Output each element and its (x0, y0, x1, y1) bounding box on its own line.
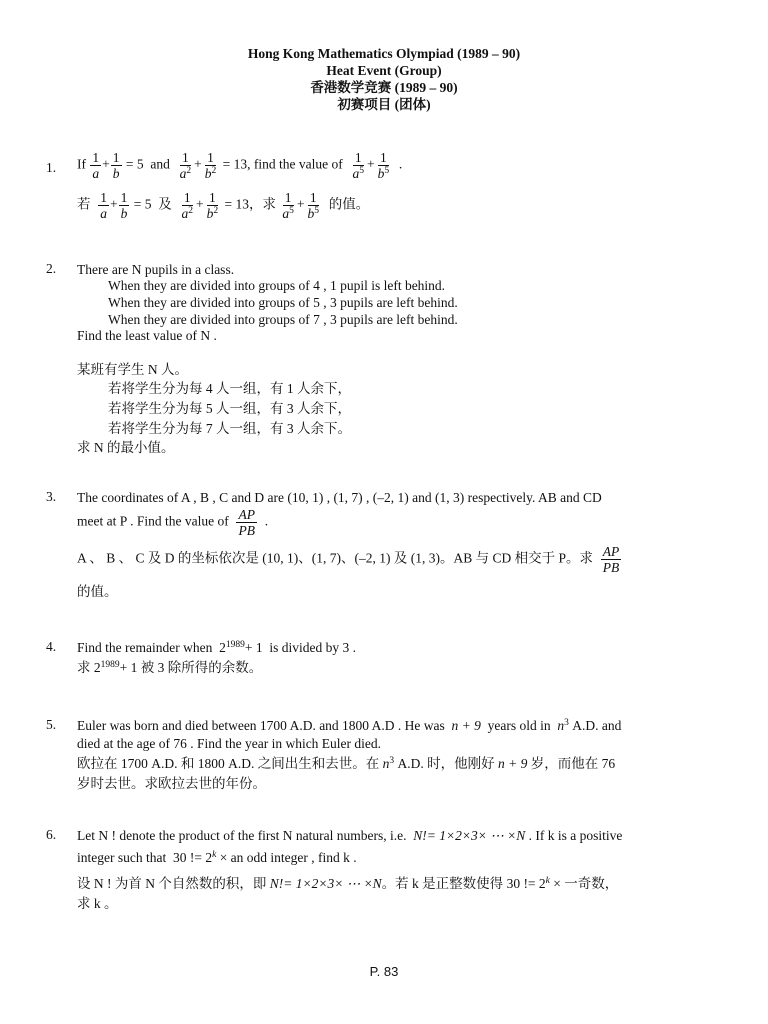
fraction: $\frac{1}{a^2}$ (181, 190, 193, 221)
fraction: $\frac{AP}{PB}$ (602, 544, 620, 575)
q2-en-line: There are N pupils in a class. (77, 262, 235, 277)
q3-en-line2: meet at P . Find the value of $\frac{AP}{PB}$ . (77, 507, 269, 538)
q5-zh-line1: 欧拉在 1700 A.D. 和 1800 A.D. 之间出生和去世。在 $n^3$ A.D. 时，他刚好 n + 9 岁，而他在 76 (77, 755, 616, 771)
q6-number: 6. (46, 827, 57, 842)
q2-en-line: When they are divided into groups of 7 , 3 pupils are left behind. (108, 312, 458, 327)
q2-zh-line: 若将学生分为每 5 人一组，有 3 人余下， (108, 401, 351, 416)
fraction: $\frac{1}{b^5}$ (307, 190, 319, 221)
q1-number: 1. (46, 160, 57, 175)
fraction: $\frac{AP}{PB}$ (238, 507, 255, 538)
q5-en-line2: died at the age of 76 . Find the year in which Euler died. (77, 736, 382, 751)
fraction: $\frac{1}{b^2}$ (206, 190, 219, 221)
q3-zh-line1: A 、 B 、 C 及 D 的坐标依次是 (10, 1)、(1, 7)、(–2, 1) 及 (1, 3)。AB 与 CD 相交于 P。求 $\frac{AP}{PB}$ (77, 544, 620, 575)
q2-zh-line: 求 N 的最小值。 (77, 440, 175, 455)
fraction: $\frac{1}{a^2}$ (179, 150, 192, 181)
fraction: $\frac{1}{b}$ (112, 150, 120, 181)
fraction: $\frac{1}{a}$ (100, 190, 107, 221)
q6-zh-line1: 设 N ! 为首 N 个自然数的积，即 N!= 1×2×3× ⋯ ×N。若 k 是正整数使得 30 != $2^k$ × 一奇数， (77, 875, 619, 891)
q5-en-line1: Euler was born and died between 1700 A.D. and 1800 A.D . He was n + 9 years old in $n^3$ A.D. and (77, 717, 622, 733)
q4-number: 4. (46, 639, 57, 654)
fraction: $\frac{1}{b}$ (120, 190, 128, 221)
subtitle-zh: 初赛项目 (团体) (337, 97, 431, 112)
fraction: $\frac{1}{b^5}$ (377, 150, 390, 181)
q1-zh: 若 $\frac{1}{a}$ + $\frac{1}{b}$ = 5 及 $\frac{1}{a^2}$ + $\frac{1}{b^2}$ = 13，求 $\frac{1}{a^5}$ + $\frac{1}{b^5}$ 的值。 (77, 190, 370, 221)
q2-number: 2. (46, 261, 57, 276)
subtitle-en: Heat Event (Group) (326, 63, 442, 78)
q2-zh-line: 某班有学生 N 人。 (77, 362, 188, 377)
title-zh: 香港数学竞赛 (1989 – 90) (310, 80, 458, 95)
q5-zh-line2: 岁时去世。求欧拉去世的年份。 (77, 776, 266, 791)
q2-en-line: Find the least value of N . (77, 328, 217, 343)
q4-en: Find the remainder when $2^{1989}+ 1$ is divided by 3 . (77, 639, 356, 655)
q3-en-line1: The coordinates of A , B , C and D are (10, 1) , (1, 7) , (–2, 1) and (1, 3) respectively. AB and CD (77, 490, 602, 505)
q3-number: 3. (46, 489, 57, 504)
q6-zh-line2: 求 k 。 (77, 896, 118, 911)
fraction: $\frac{1}{b^2}$ (204, 150, 217, 181)
q2-zh-line: 若将学生分为每 4 人一组，有 1 人余下， (108, 381, 351, 396)
fraction: $\frac{1}{a^5}$ (282, 190, 294, 221)
q2-zh-line: 若将学生分为每 7 人一组，有 3 人余下。 (108, 421, 351, 436)
q2-en-line: When they are divided into groups of 4 , 1 pupil is left behind. (108, 278, 446, 293)
fraction: $\frac{1}{a}$ (92, 150, 100, 181)
q6-en-line1: Let N ! denote the product of the first N natural numbers, i.e. N!= 1×2×3× ⋯ ×N . If k is a positive (77, 828, 623, 843)
q3-zh-line2: 的值。 (77, 584, 118, 599)
title-en: Hong Kong Mathematics Olympiad (1989 – 90) (247, 46, 521, 61)
q5-number: 5. (46, 717, 57, 732)
q2-en-line: When they are divided into groups of 5 , 3 pupils are left behind. (108, 295, 458, 310)
fraction: $\frac{1}{a^5}$ (352, 150, 364, 181)
page-number: P. 83 (369, 964, 399, 979)
q1-en: If $\frac{1}{a}$ + $\frac{1}{b}$ = 5 and $\frac{1}{a^2}$ + $\frac{1}{b^2}$ = 13, find the value of $\frac{1}{a^5}$ + $\frac{1}{b^5}$ . (77, 150, 403, 181)
q4-zh: 求 $2^{1989}+ 1$ 被 3 除所得的余数。 (77, 659, 263, 675)
q6-en-line2: integer such that 30 != $2^k$ × an odd integer , find k . (77, 849, 357, 865)
